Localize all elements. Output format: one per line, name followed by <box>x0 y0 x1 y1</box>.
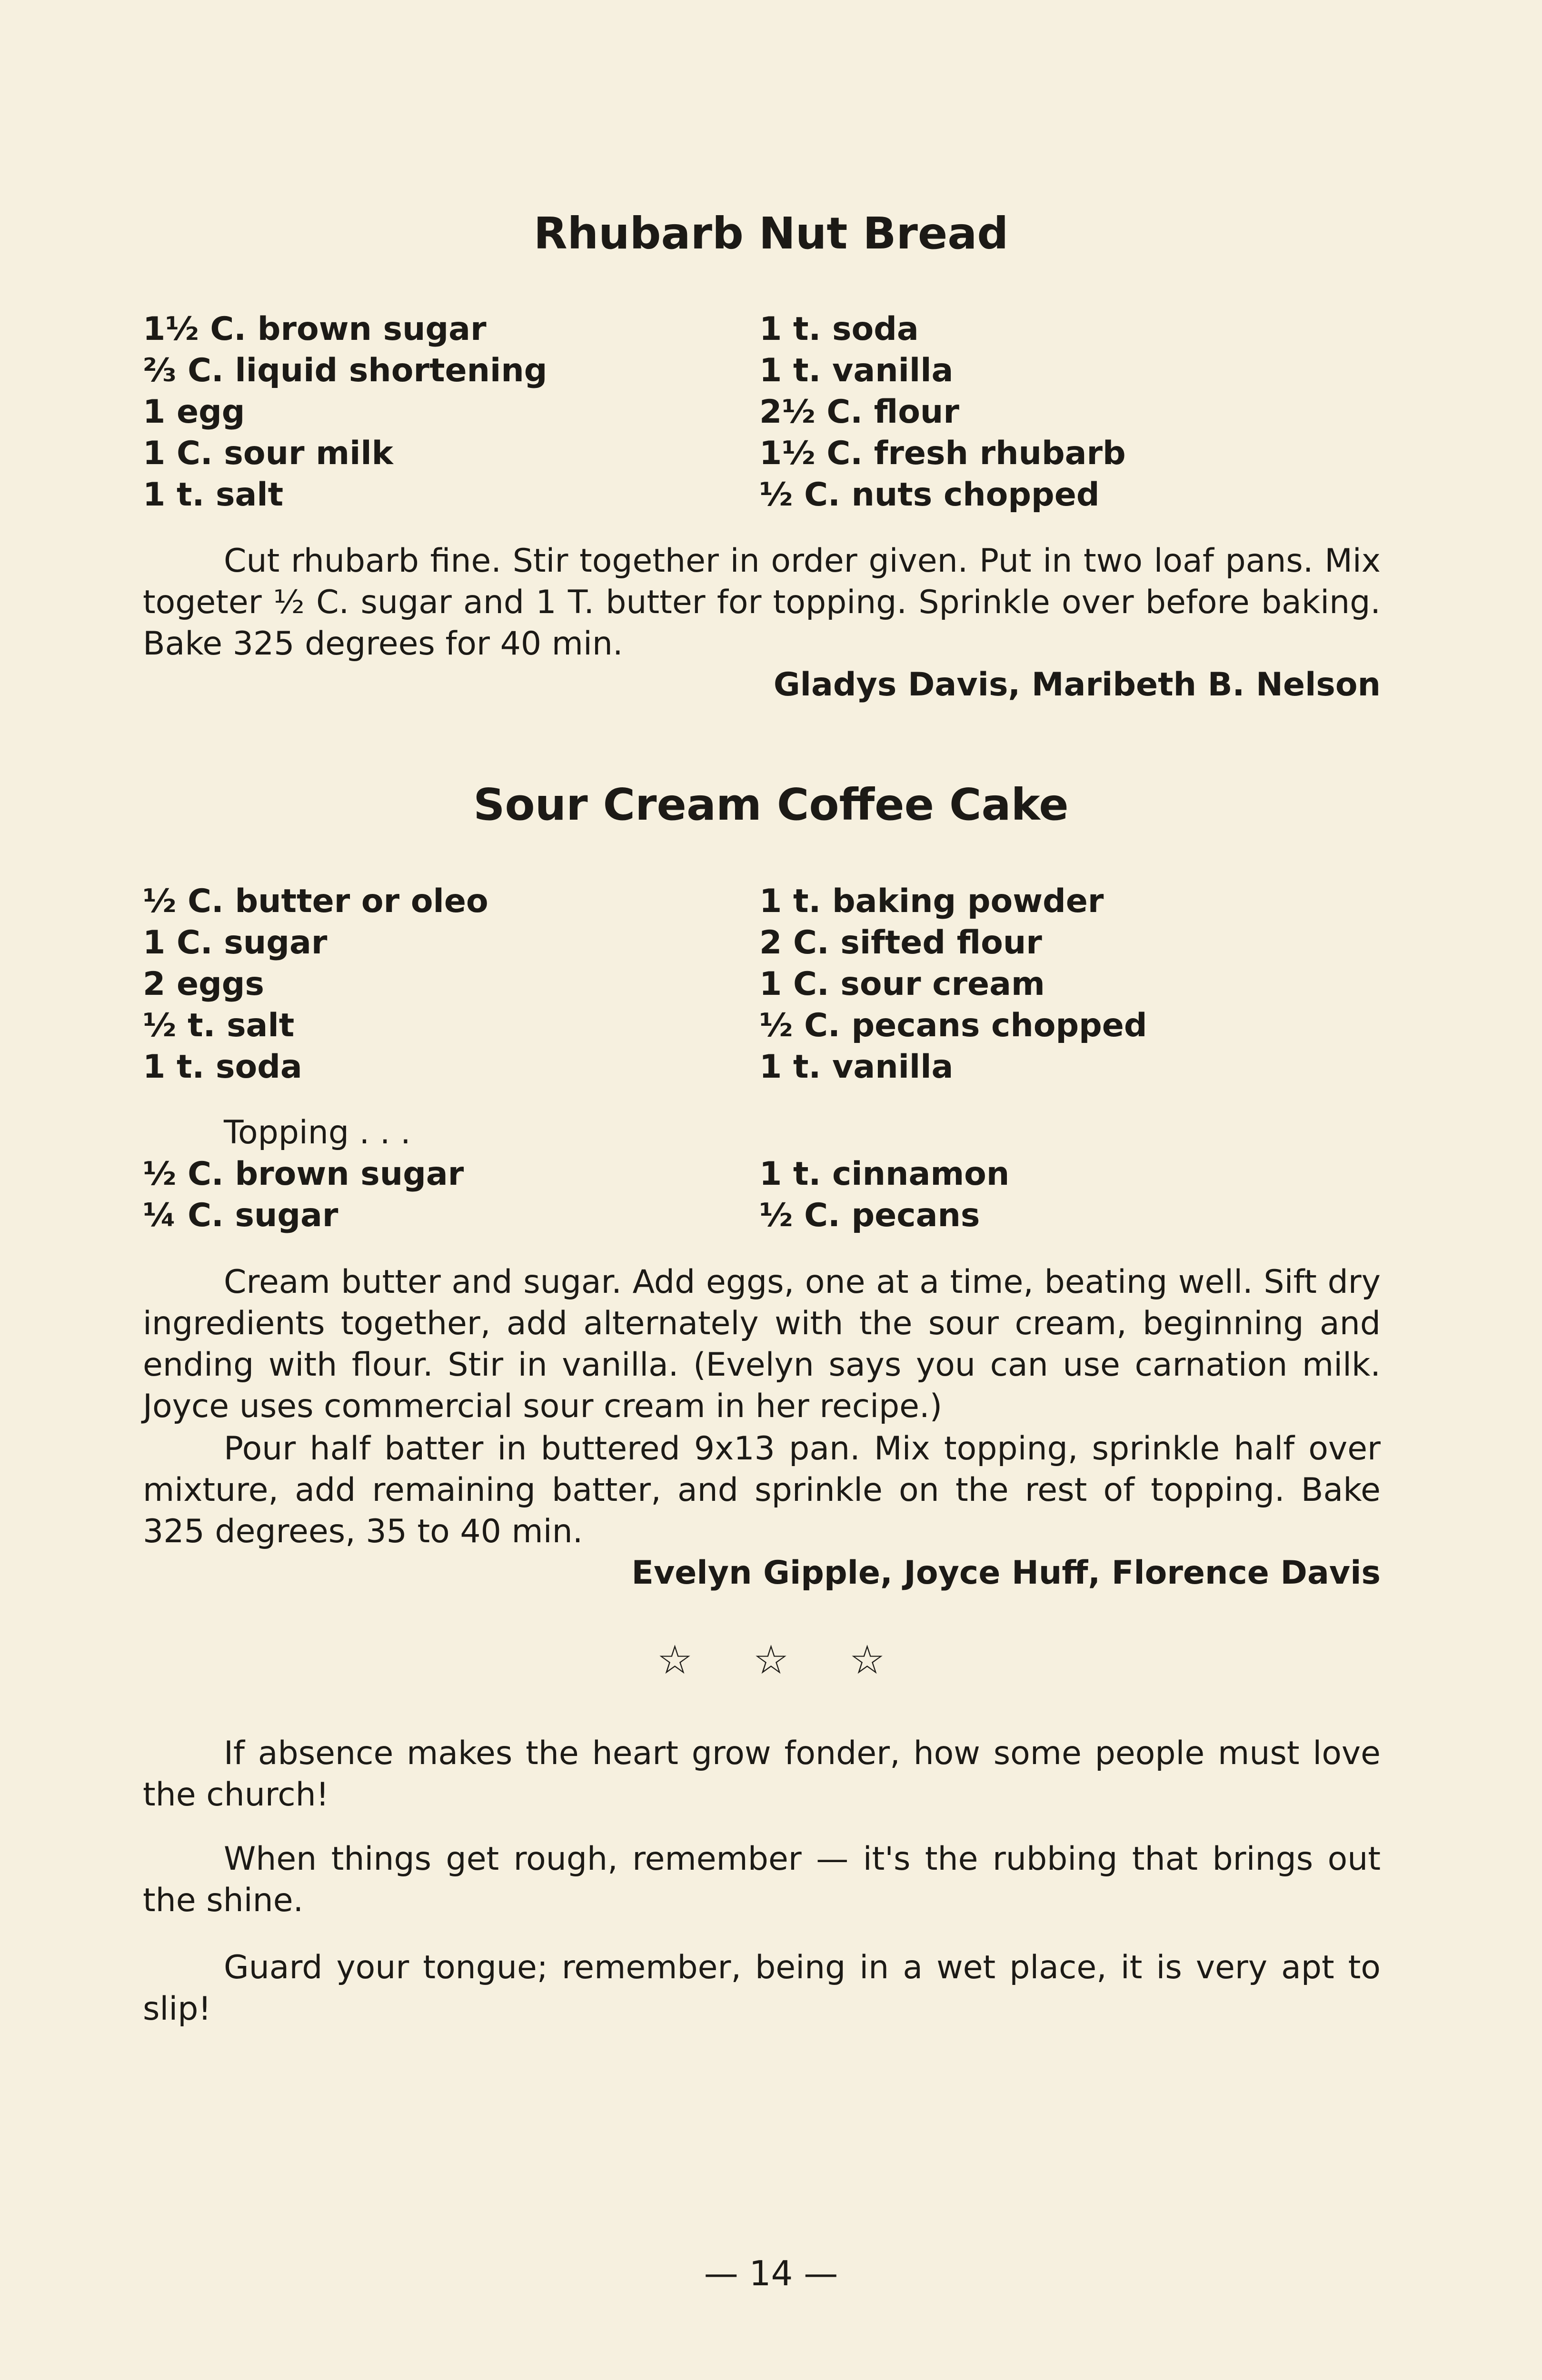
ingredient-item: 1 C. sour cream <box>759 965 1045 1003</box>
star-icon: ☆ <box>753 1636 789 1683</box>
page-number: — 14 — <box>704 2253 838 2293</box>
saying: Guard your tongue; remember, being in a wet place, it is very apt to slip! <box>143 1949 1381 2028</box>
ingredient-item: 1 t. baking powder <box>759 883 1104 920</box>
ingredient-item: ½ t. salt <box>143 1007 295 1044</box>
ingredient-item: 1 t. vanilla <box>759 352 954 389</box>
ingredient-item: 1 C. sour milk <box>143 435 393 472</box>
ingredient-item: ¼ C. sugar <box>143 1197 338 1234</box>
ingredient-item: ½ C. nuts chopped <box>759 476 1100 514</box>
ingredient-item: 1 t. soda <box>143 1048 302 1086</box>
topping-list-left <box>143 1153 464 1236</box>
recipe-title-sour-cream-coffee-cake: Sour Cream Coffee Cake <box>473 779 1069 830</box>
recipe-instructions: Cream butter and sugar. Add eggs, one at a time, beating well. Sift dry ingredients together, add alternately with the sour cream, beginning and ending with flour. Stir in vanilla. (Evelyn says you can use carnation milk. Joyce uses commercial sour cream in her recipe.) <box>143 1263 1381 1425</box>
star-icon: ☆ <box>849 1636 885 1683</box>
ingredient-item: 1 t. salt <box>143 476 284 514</box>
ingredient-item: ½ C. butter or oleo <box>143 883 488 920</box>
ingredient-item: ⅔ C. liquid shortening <box>143 352 547 389</box>
ingredient-list-left <box>143 308 547 516</box>
ingredient-item: 1 t. cinnamon <box>759 1155 1010 1193</box>
ingredient-item: 1 t. soda <box>759 310 919 348</box>
saying: When things get rough, remember — it's the rubbing that brings out the shine. <box>143 1840 1381 1919</box>
ingredient-item: ½ C. brown sugar <box>143 1155 464 1193</box>
ingredient-item: 1½ C. fresh rhubarb <box>759 435 1126 472</box>
recipe-instructions: Pour half batter in buttered 9x13 pan. Mix topping, sprinkle half over mixture, add remaining batter, and sprinkle on the rest of topping. Bake 325 degrees, 35 to 40 min. <box>143 1430 1381 1550</box>
ingredient-item: 2 eggs <box>143 965 264 1003</box>
ingredient-item: 1½ C. brown sugar <box>143 310 487 348</box>
ingredient-list-left <box>143 881 488 1088</box>
topping-list-right <box>759 1153 1009 1236</box>
ingredient-item: 1 egg <box>143 393 245 431</box>
ingredient-list-right <box>759 308 1126 516</box>
saying: If absence makes the heart grow fonder, how some people must love the church! <box>143 1735 1381 1814</box>
ingredient-item: ½ C. pecans chopped <box>759 1007 1147 1044</box>
ingredient-item: 2½ C. flour <box>759 393 959 431</box>
recipe-title-rhubarb-nut-bread: Rhubarb Nut Bread <box>533 208 1009 259</box>
topping-label: Topping . . . <box>224 1114 411 1151</box>
ingredient-item: ½ C. pecans <box>759 1197 980 1234</box>
ingredient-item: 1 C. sugar <box>143 924 328 962</box>
recipe-credit: Gladys Davis, Maribeth B. Nelson <box>773 666 1381 704</box>
ingredient-item: 2 C. sifted flour <box>759 924 1042 962</box>
star-icon: ☆ <box>657 1636 693 1683</box>
recipe-instructions: Cut rhubarb fine. Stir together in order given. Put in two loaf pans. Mix togeter ½ C. sugar and 1 T. butter for topping. Sprinkle over before baking. Bake 325 degrees for 40 min. <box>143 542 1381 663</box>
ingredient-item: 1 t. vanilla <box>759 1048 954 1086</box>
star-divider <box>0 1636 1542 1683</box>
recipe-credit: Evelyn Gipple, Joyce Huff, Florence Davis <box>631 1554 1381 1592</box>
ingredient-list-right <box>759 881 1147 1088</box>
